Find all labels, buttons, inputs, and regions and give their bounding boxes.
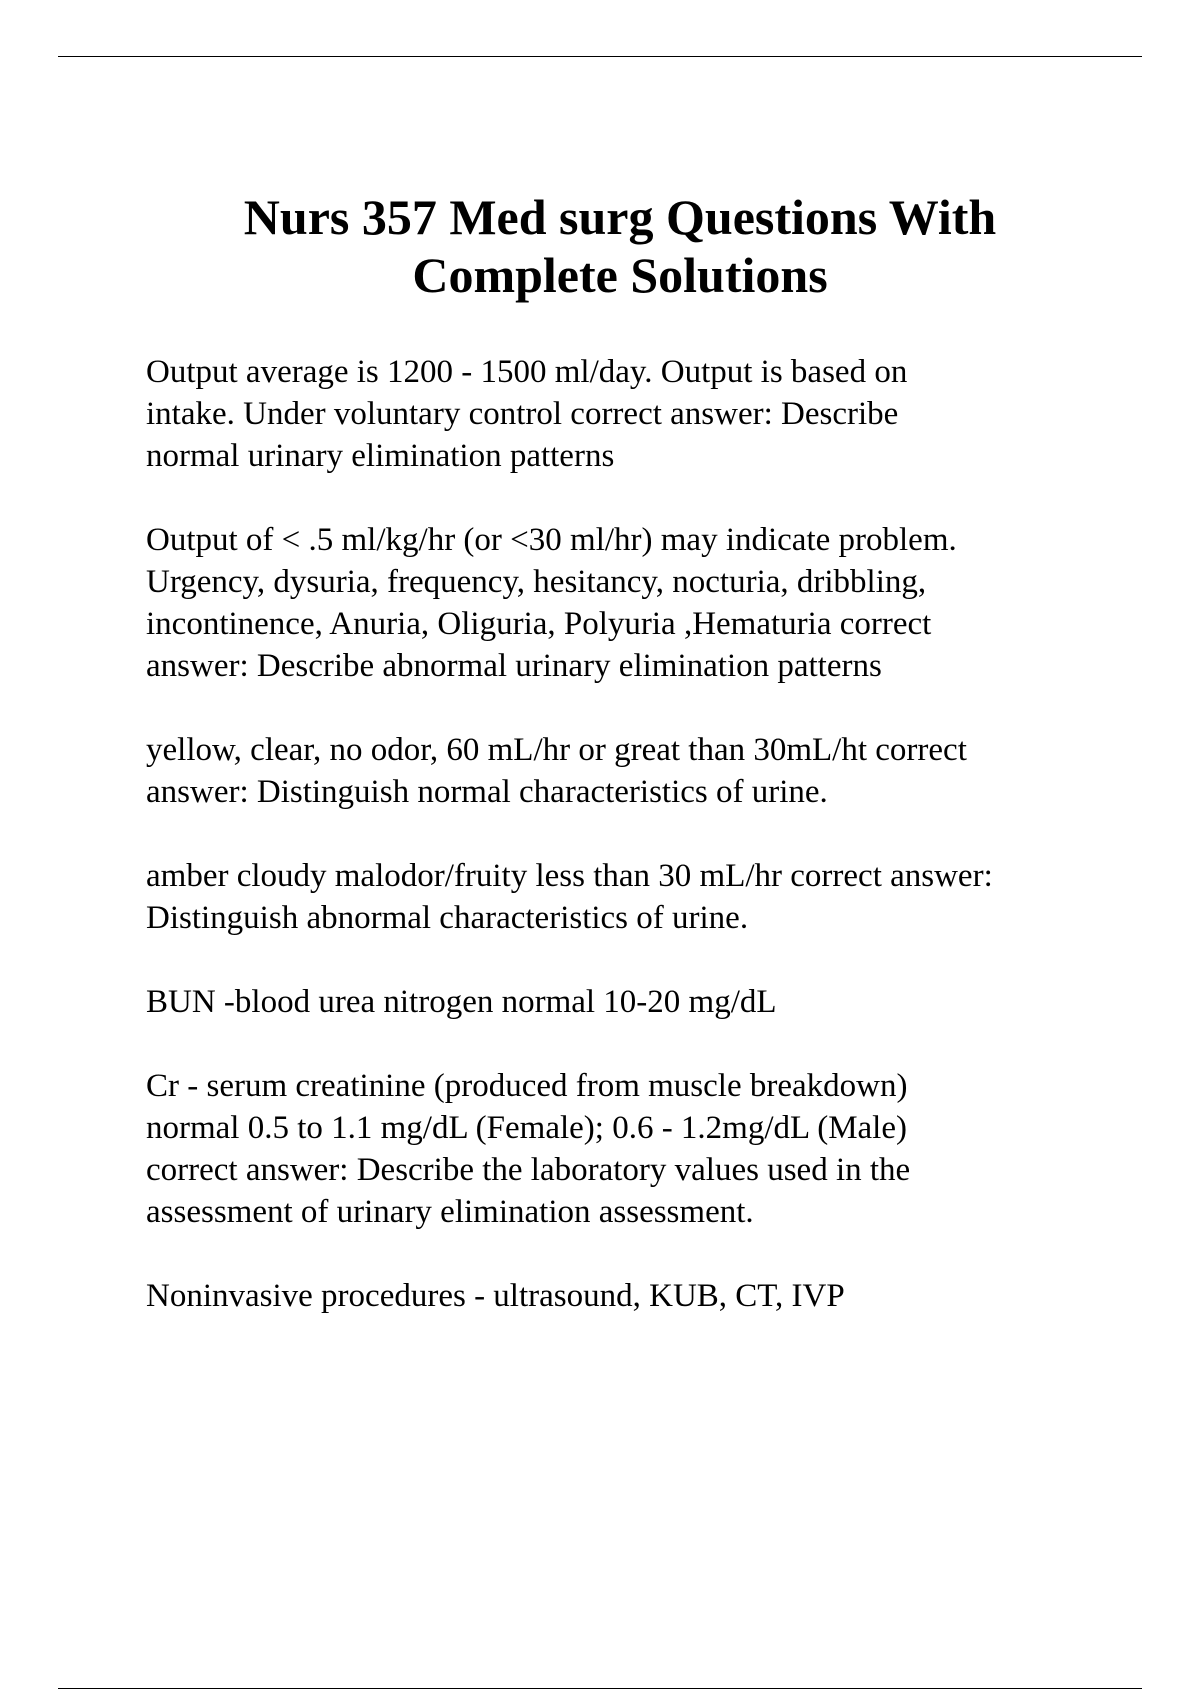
- text-line: amber cloudy malodor/fruity less than 30 mL/hr correct answer:: [146, 858, 993, 894]
- text-line: Distinguish abnormal characteristics of urine.: [146, 900, 749, 936]
- document-body: [146, 351, 1126, 1359]
- title-line-2: Complete Solutions: [412, 247, 828, 303]
- text-line: Urgency, dysuria, frequency, hesitancy, nocturia, dribbling,: [146, 564, 927, 600]
- paragraph-noninvasive-procedures: [146, 1275, 1126, 1317]
- text-line: BUN -blood urea nitrogen normal 10-20 mg/dL: [146, 984, 777, 1020]
- text-line: normal urinary elimination patterns: [146, 438, 615, 474]
- text-line: intake. Under voluntary control correct answer: Describe: [146, 396, 899, 432]
- paragraph-abnormal-elimination: [146, 519, 1126, 687]
- bottom-divider: [58, 1688, 1142, 1689]
- text-line: assessment of urinary elimination assessment.: [146, 1194, 754, 1230]
- title-line-1: Nurs 357 Med surg Questions With: [243, 189, 997, 245]
- text-line: Cr - serum creatinine (produced from muscle breakdown): [146, 1068, 908, 1104]
- text-line: incontinence, Anuria, Oliguria, Polyuria ,Hematuria correct: [146, 606, 932, 642]
- text-line: answer: Describe abnormal urinary elimination patterns: [146, 648, 882, 684]
- text-line: Output average is 1200 - 1500 ml/day. Output is based on: [146, 354, 908, 390]
- text-line: normal 0.5 to 1.1 mg/dL (Female); 0.6 - 1.2mg/dL (Male): [146, 1110, 907, 1146]
- text-line: Output of < .5 ml/kg/hr (or <30 ml/hr) may indicate problem.: [146, 522, 957, 558]
- paragraph-bun: [146, 981, 1126, 1023]
- text-line: answer: Distinguish normal characteristics of urine.: [146, 774, 828, 810]
- text-line: yellow, clear, no odor, 60 mL/hr or great than 30mL/ht correct: [146, 732, 967, 768]
- paragraph-normal-urine: [146, 729, 1126, 813]
- paragraph-abnormal-urine: [146, 855, 1126, 939]
- text-line: Noninvasive procedures - ultrasound, KUB, CT, IVP: [146, 1278, 845, 1314]
- top-divider: [58, 56, 1142, 57]
- page-title: [0, 188, 1200, 304]
- text-line: correct answer: Describe the laboratory values used in the: [146, 1152, 911, 1188]
- paragraph-normal-elimination: [146, 351, 1126, 477]
- paragraph-creatinine: [146, 1065, 1126, 1233]
